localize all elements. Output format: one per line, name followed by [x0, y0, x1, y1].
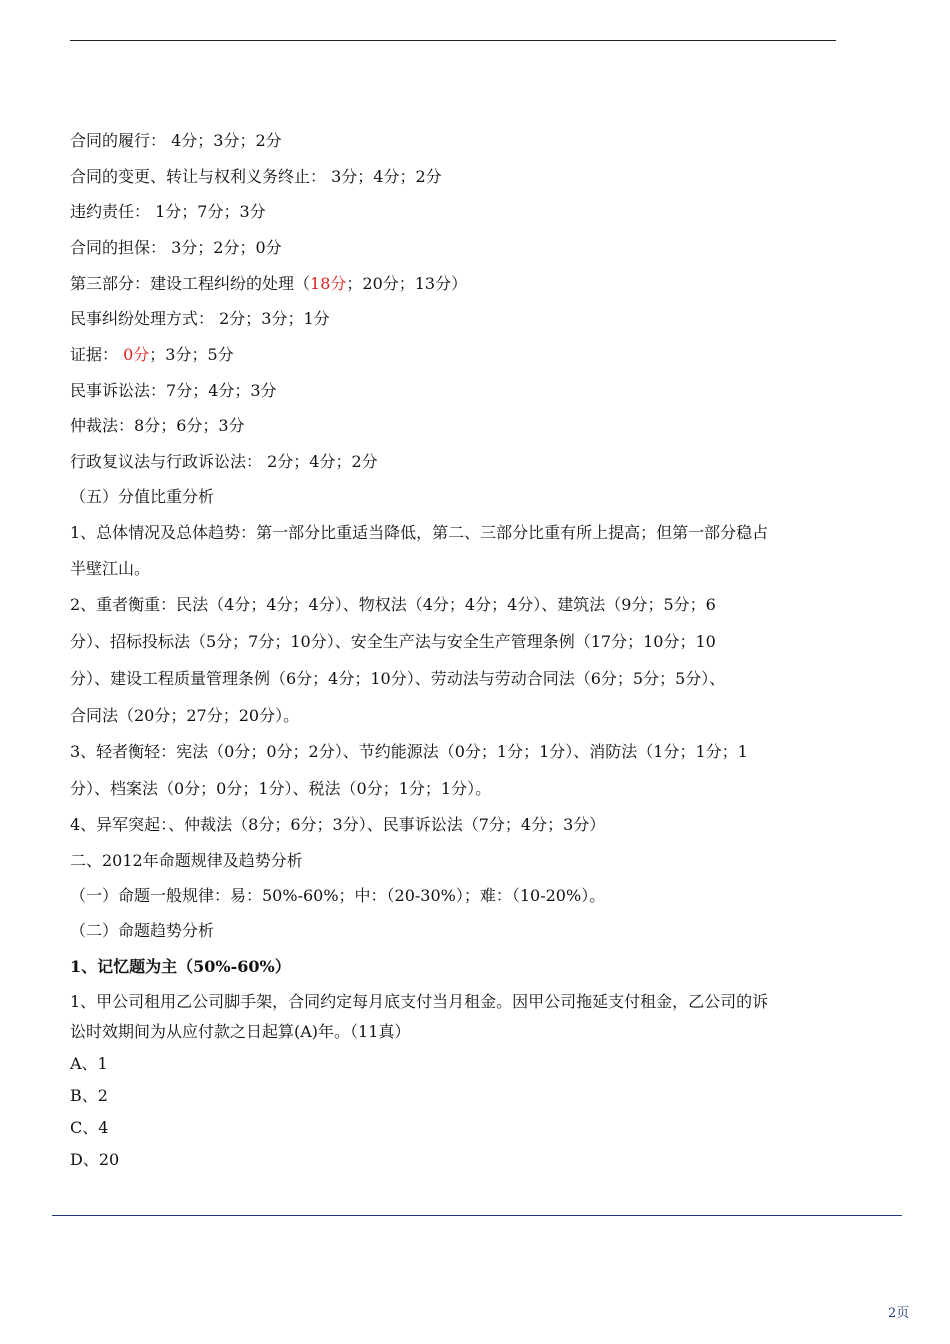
header-rule: [70, 40, 836, 41]
score-line: 合同的履行： 4分；3分；2分: [70, 131, 282, 150]
section-heading: （五）分值比重分析: [70, 487, 215, 506]
paragraph-line: 分）、档案法（0分；0分；1分）、税法（0分；1分；1分）。: [70, 779, 492, 798]
section-heading: 二、2012年命题规律及趋势分析: [70, 851, 303, 870]
score-line: 合同的担保： 3分；2分；0分: [70, 238, 282, 257]
part3-heading: 第三部分：建设工程纠纷的处理（18分；20分；13分）: [70, 274, 468, 293]
option-c: C、4: [70, 1118, 109, 1137]
score-line: 合同的变更、转让与权利义务终止： 3分；4分；2分: [70, 167, 442, 186]
paragraph-line: 2、重者衡重：民法（4分；4分；4分）、物权法（4分；4分；4分）、建筑法（9分；5分；6: [70, 595, 716, 614]
score-line: 民事诉讼法：7分；4分；3分: [70, 381, 277, 400]
score-line: 违约责任： 1分；7分；3分: [70, 202, 266, 221]
option-a: A、1: [70, 1054, 108, 1073]
paragraph-line: 分）、招标投标法（5分；7分；10分）、安全生产法与安全生产管理条例（17分；10分；10: [70, 632, 716, 651]
paragraph-line: 1、总体情况及总体趋势：第一部分比重适当降低，第二、三部分比重有所上提高；但第一部分稳占: [70, 523, 769, 542]
paragraph-line: 3、轻者衡轻：宪法（0分；0分；2分）、节约能源法（0分；1分；1分）、消防法（1分；1分；1: [70, 742, 748, 761]
footer-rule: [52, 1215, 902, 1216]
score-line: 仲裁法：8分；6分；3分: [70, 416, 245, 435]
paragraph-line: 半壁江山。: [70, 559, 151, 578]
paragraph-line: 4、异军突起：、仲裁法（8分；6分；3分）、民事诉讼法（7分；4分；3分）: [70, 815, 606, 834]
section-heading: （二）命题趋势分析: [70, 921, 215, 940]
page-number: 2页: [888, 1306, 910, 1321]
option-d: D、20: [70, 1150, 120, 1169]
paragraph-line: 分）、建设工程质量管理条例（6分；4分；10分）、劳动法与劳动合同法（6分；5分；5分）、: [70, 669, 726, 688]
question-line: 1、甲公司租用乙公司脚手架，合同约定每月底支付当月租金。因甲公司拖延支付租金，乙公司的诉: [70, 992, 769, 1011]
score-line: 行政复议法与行政诉讼法： 2分；4分；2分: [70, 452, 378, 471]
question-line: 讼时效期间为从应付款之日起算(A)年。（11真）: [70, 1022, 411, 1041]
paragraph-line: 合同法（20分；27分；20分）。: [70, 706, 300, 725]
paragraph-line: （一）命题一般规律：易：50%-60%；中：（20-30%）；难：（10-20%）。: [70, 886, 606, 905]
subheading: 1、记忆题为主（50%-60%）: [70, 957, 291, 976]
option-b: B、2: [70, 1086, 108, 1105]
score-line: 民事纠纷处理方式： 2分；3分；1分: [70, 309, 330, 328]
evidence-line: 证据： 0分；3分；5分: [70, 345, 234, 364]
